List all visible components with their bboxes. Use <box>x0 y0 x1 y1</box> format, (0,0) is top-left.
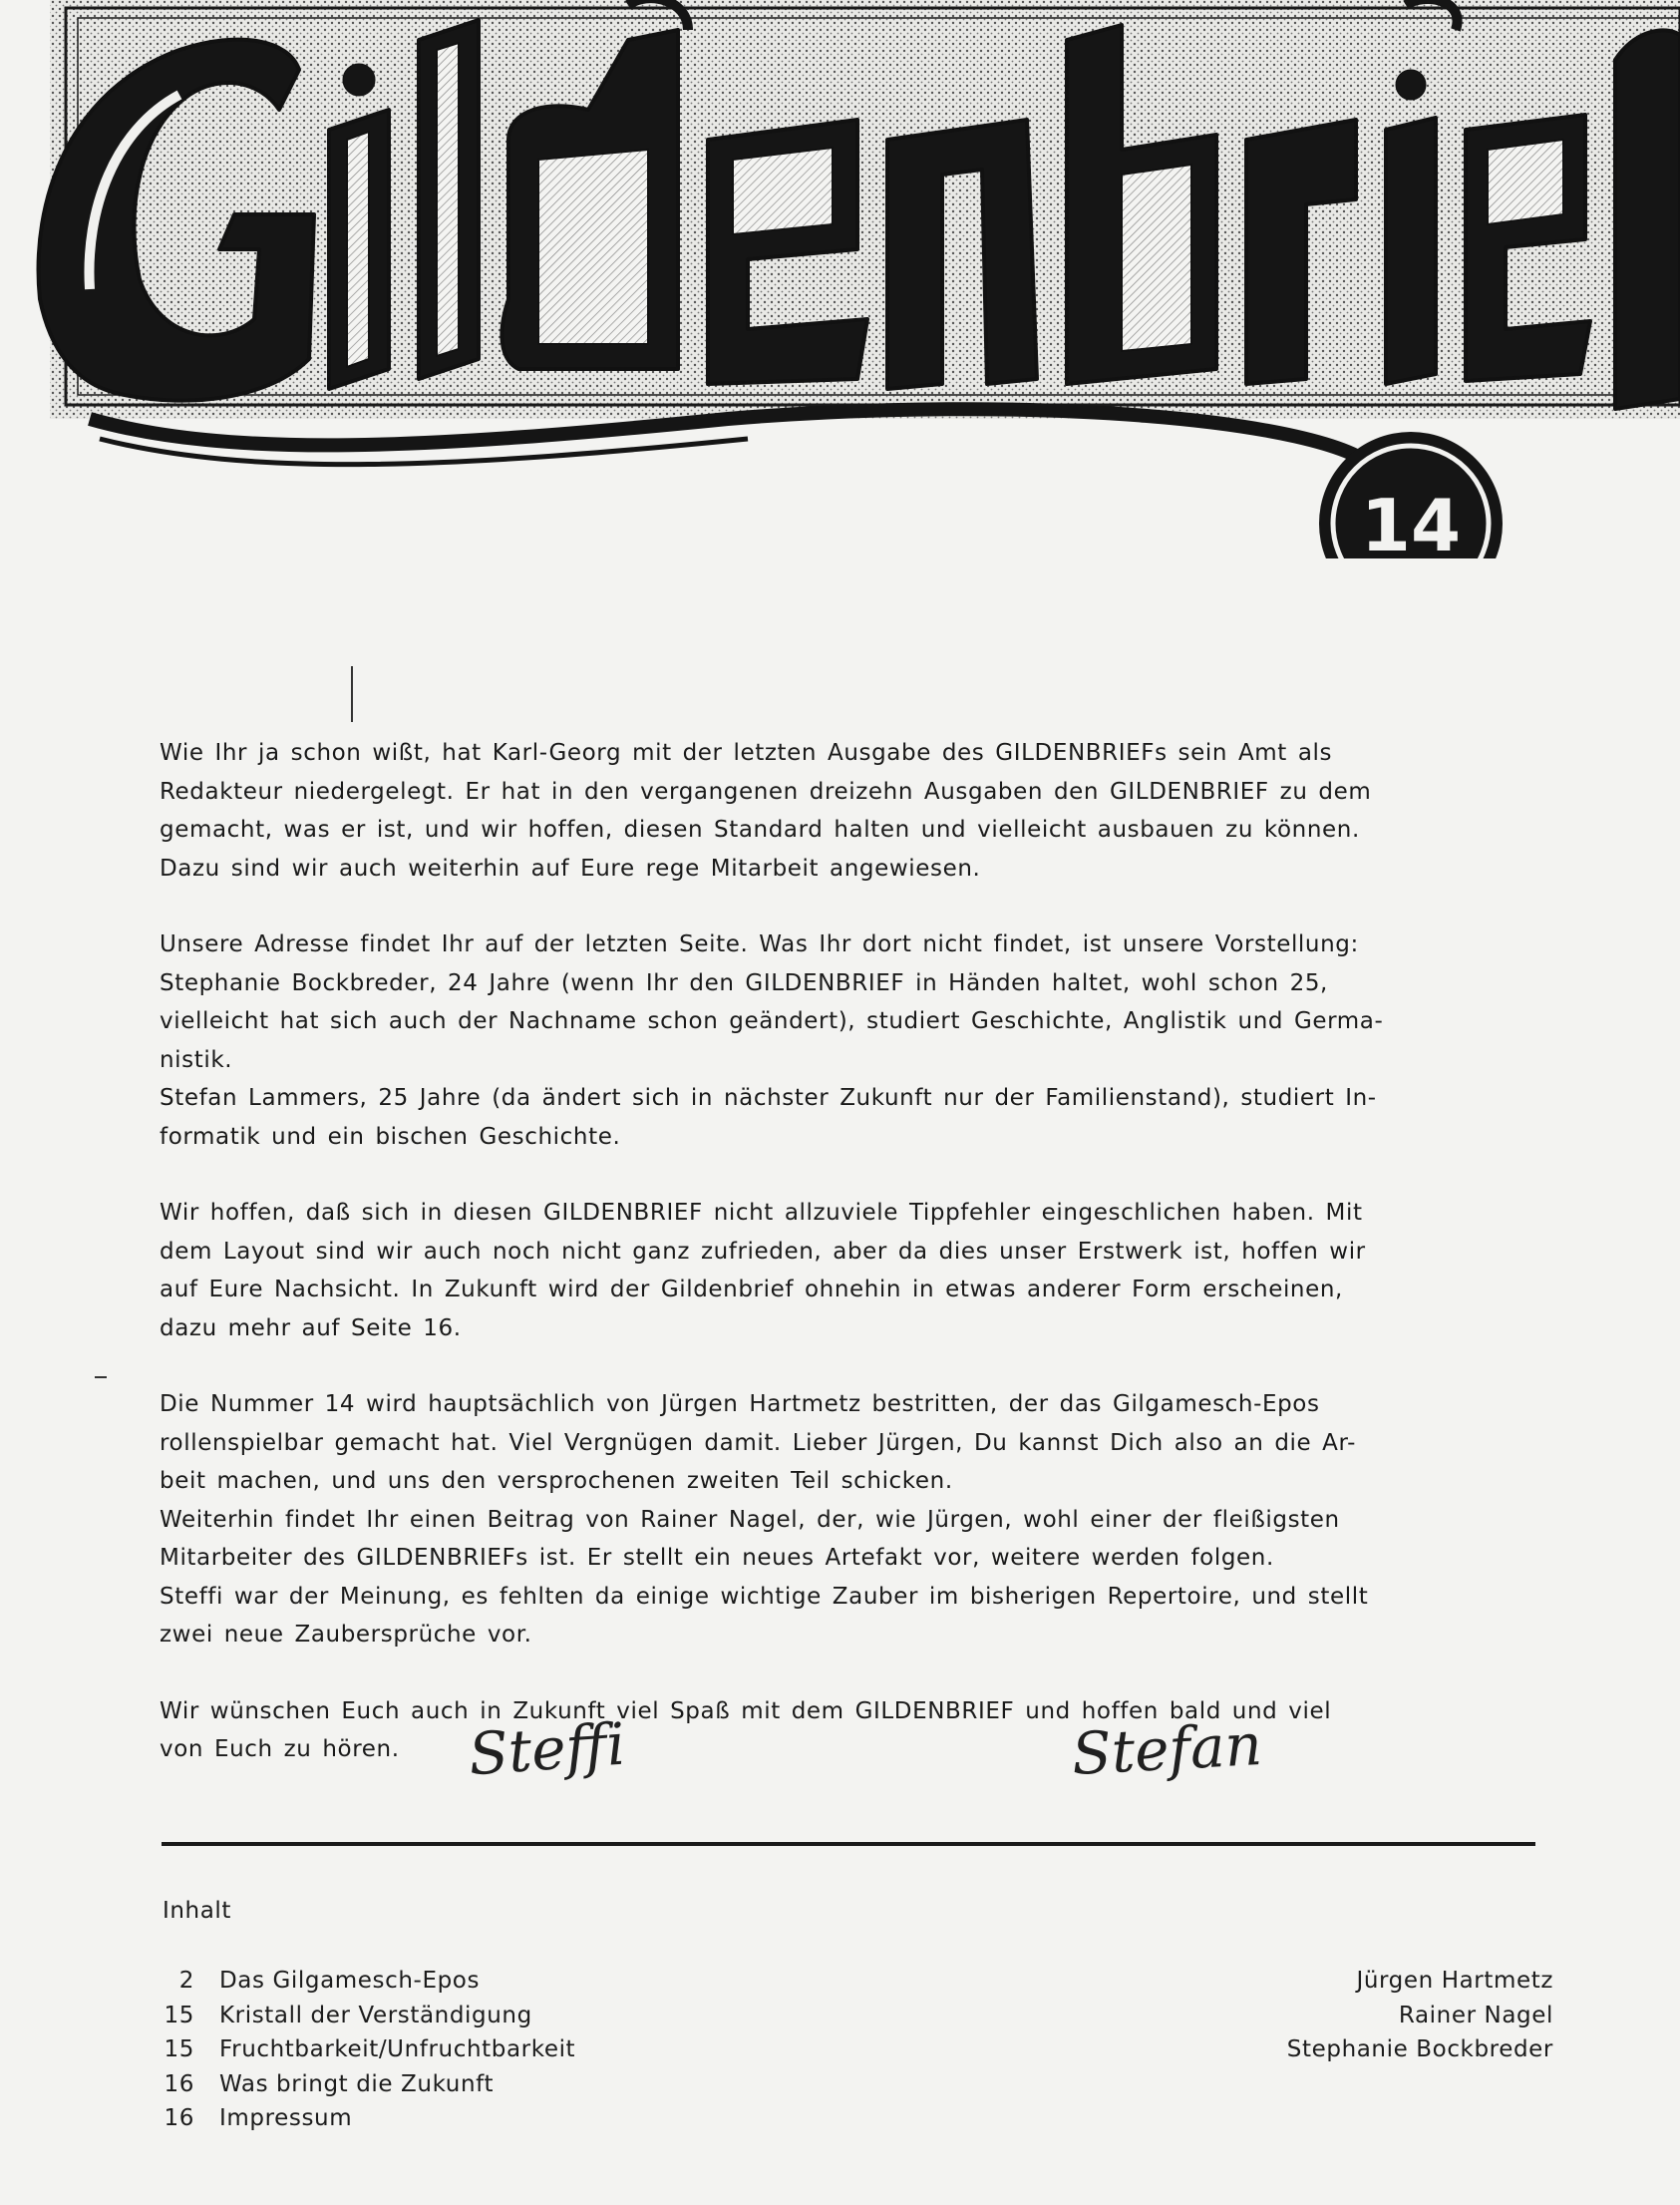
editorial-paragraph <box>160 1385 1555 1654</box>
text-line: rollenspielbar gemacht hat. Viel Vergnügen damit. Lieber Jürgen, Du kannst Dich also an die Ar- <box>160 1429 1357 1456</box>
contents-item <box>163 2003 1553 2037</box>
contents-title: Impressum <box>219 2105 353 2131</box>
contents-page-number: 16 <box>164 2105 194 2131</box>
editorial-paragraph <box>160 734 1555 888</box>
contents-title: Kristall der Verständigung <box>219 2002 532 2028</box>
text-line: von Euch zu hören. <box>160 1736 400 1762</box>
scan-mark <box>95 1376 107 1378</box>
contents-heading: Inhalt <box>163 1898 232 1924</box>
masthead-logo <box>30 0 1680 558</box>
text-line: auf Eure Nachsicht. In Zukunft wird der Gildenbrief ohnehin in etwas anderer Form erscheinen, <box>160 1277 1343 1302</box>
signature-stefan: Stefan <box>1070 1710 1264 1788</box>
text-line: Stephanie Bockbreder, 24 Jahre (wenn Ihr den GILDENBRIEF in Händen haltet, wohl schon 25, <box>160 969 1328 996</box>
text-line: dazu mehr auf Seite 16. <box>160 1314 462 1341</box>
text-line: Mitarbeiter des GILDENBRIEFs ist. Er stellt ein neues Artefakt vor, weitere werden folgen. <box>160 1545 1274 1571</box>
contents-title: Was bringt die Zukunft <box>219 2070 495 2097</box>
text-line: zwei neue Zaubersprüche vor. <box>160 1622 532 1648</box>
contents-title: Fruchtbarkeit/Unfruchtbarkeit <box>219 2036 576 2062</box>
contents-page-number: 15 <box>164 2002 194 2028</box>
contents-author: Jürgen Hartmetz <box>1356 1968 1553 1994</box>
contents-page-number: 16 <box>164 2070 194 2097</box>
masthead <box>30 0 1680 558</box>
text-line: Redakteur niedergelegt. Er hat in den vergangenen dreizehn Ausgaben den GILDENBRIEF zu dem <box>160 778 1372 805</box>
text-line: Dazu sind wir auch weiterhin auf Eure rege Mitarbeit angewiesen. <box>160 855 981 882</box>
contents-item <box>163 2071 1553 2106</box>
contents-page-number: 2 <box>178 1968 194 1994</box>
text-line: Stefan Lammers, 25 Jahre (da ändert sich in nächster Zukunft nur der Familienstand), studiert In- <box>160 1085 1377 1111</box>
text-line: vielleicht hat sich auch der Nachname schon geändert), studiert Geschichte, Anglistik und Germa- <box>160 1008 1384 1034</box>
contents-item <box>163 2036 1553 2071</box>
editorial-paragraph <box>160 1692 1555 1769</box>
text-line: formatik und ein bischen Geschichte. <box>160 1123 621 1150</box>
contents-list <box>163 1968 1553 2140</box>
text-line: Weiterhin findet Ihr einen Beitrag von Rainer Nagel, der, wie Jürgen, wohl einer der fleißigsten <box>160 1506 1340 1533</box>
text-line: Wie Ihr ja schon wißt, hat Karl-Georg mit der letzten Ausgabe des GILDENBRIEFs sein Amt als <box>160 740 1333 766</box>
contents-author: Rainer Nagel <box>1398 2002 1553 2028</box>
issue-number: 14 <box>1360 484 1462 558</box>
text-line: dem Layout sind wir auch noch nicht ganz zufrieden, aber da dies unser Erstwerk ist, hoffen wir <box>160 1238 1366 1265</box>
contents-item <box>163 2105 1553 2140</box>
scan-mark <box>351 666 353 722</box>
text-line: Wir hoffen, daß sich in diesen GILDENBRIEF nicht allzuviele Tippfehler eingeschlichen haben. Mit <box>160 1200 1363 1226</box>
contents-title: Das Gilgamesch-Epos <box>219 1968 481 1994</box>
contents-page-number: 15 <box>164 2036 194 2062</box>
text-line: Die Nummer 14 wird hauptsächlich von Jürgen Hartmetz bestritten, der das Gilgamesch-Epos <box>160 1391 1320 1417</box>
text-line: Unsere Adresse findet Ihr auf der letzten Seite. Was Ihr dort nicht findet, ist unsere Vorstellung: <box>160 931 1359 957</box>
text-line: gemacht, was er ist, und wir hoffen, diesen Standard halten und vielleicht ausbauen zu können. <box>160 817 1360 843</box>
text-line: Steffi war der Meinung, es fehlten da einige wichtige Zauber im bisherigen Repertoire, und stellt <box>160 1583 1369 1610</box>
section-divider <box>162 1842 1535 1846</box>
text-line: nistik. <box>160 1046 233 1073</box>
editorial-text <box>160 734 1555 1807</box>
editorial-paragraph <box>160 925 1555 1156</box>
signature-steffi: Steffi <box>466 1709 628 1789</box>
editorial-paragraph <box>160 1194 1555 1347</box>
text-line: Wir wünschen Euch auch in Zukunft viel Spaß mit dem GILDENBRIEF und hoffen bald und viel <box>160 1697 1332 1724</box>
contents-item <box>163 1968 1553 2003</box>
contents-author: Stephanie Bockbreder <box>1286 2036 1553 2062</box>
text-line: beit machen, und uns den versprochenen zweiten Teil schicken. <box>160 1468 953 1494</box>
